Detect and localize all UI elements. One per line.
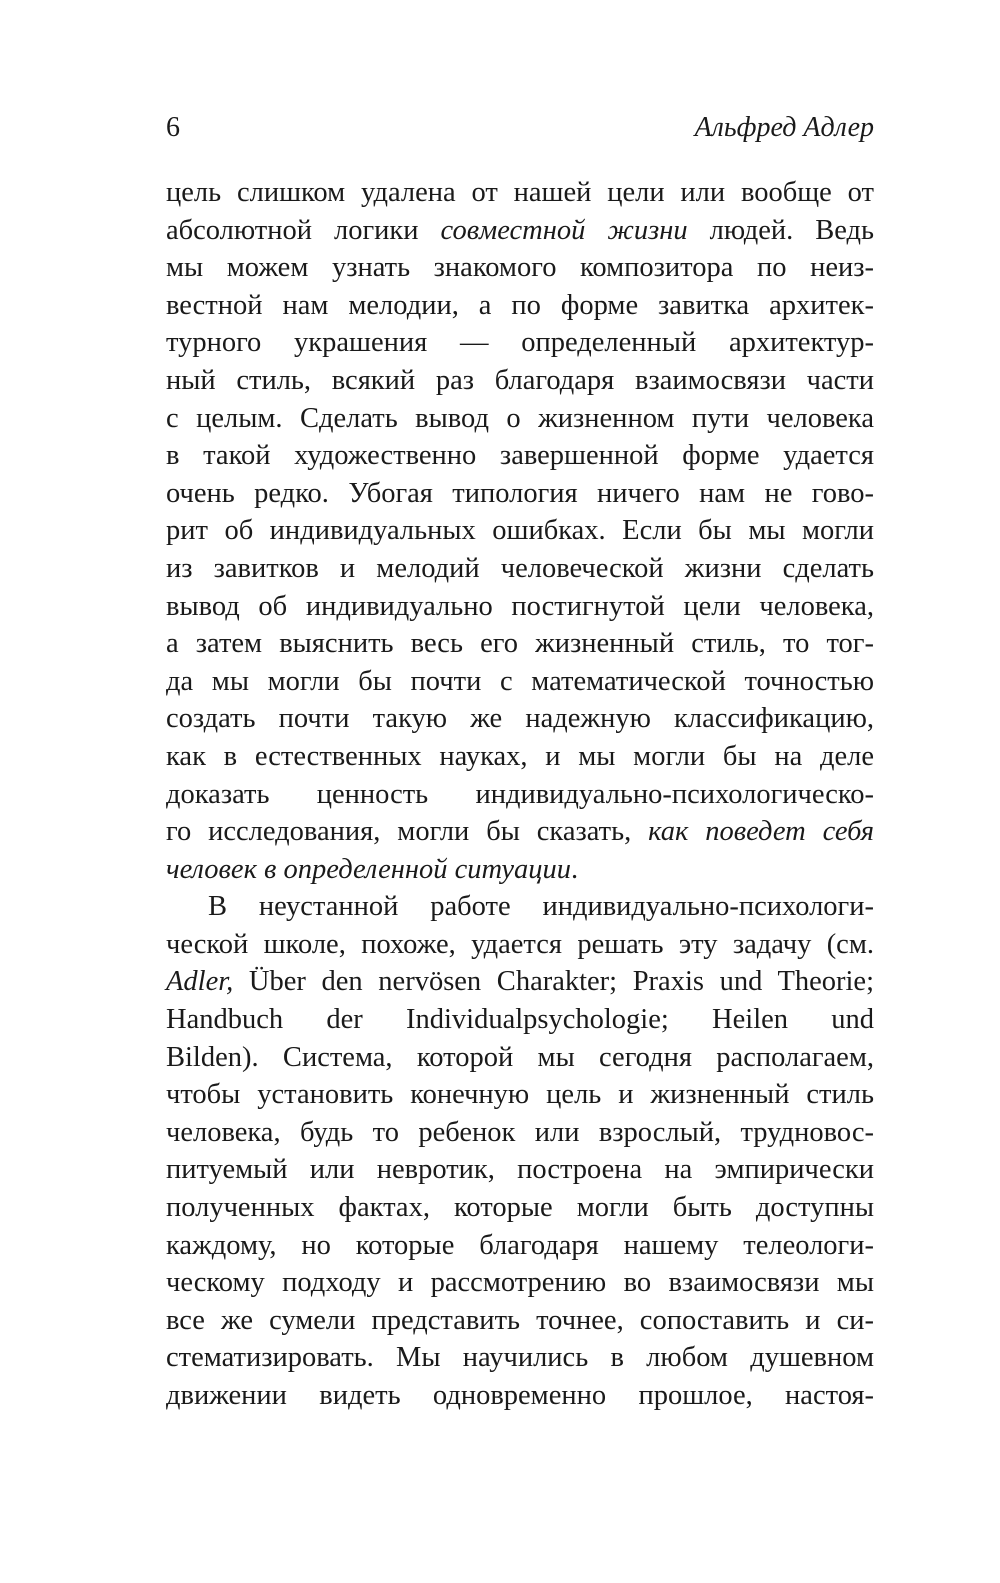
italic-phrase: совместной жизни xyxy=(440,214,688,246)
text-line: го исследования, могли бы сказать, как поведет себя xyxy=(166,816,875,848)
page-number: 6 xyxy=(166,112,180,143)
body-text xyxy=(166,174,874,1415)
text-line: да мы могли бы почти с математической точностью xyxy=(166,665,874,697)
text-line: доказать ценность индивидуально-психологическо- xyxy=(166,778,874,810)
text-line: Bilden). Система, которой мы сегодня располагаем, xyxy=(166,1041,874,1073)
text-line: создать почти такую же надежную классификацию, xyxy=(166,703,874,735)
text-line: с целым. Сделать вывод о жизненном пути человека xyxy=(166,402,874,434)
italic-phrase: человек в определенной ситуации xyxy=(166,853,572,885)
text-line: вывод об индивидуально постигнутой цели человека, xyxy=(166,590,874,622)
text-line: движении видеть одновременно прошлое, настоя- xyxy=(166,1380,874,1411)
text-line: человека, будь то ребенок или взрослый, трудновос- xyxy=(166,1116,874,1148)
text-line: полученных фактах, которые могли быть доступны xyxy=(166,1192,874,1224)
text-line: ческой школе, похоже, удается решать эту задачу (см. xyxy=(166,928,874,960)
text-line: каждому, но которые благодаря нашему телеологи- xyxy=(166,1229,874,1261)
text-line: В неустанной работе индивидуально-психологи- xyxy=(208,891,874,923)
text-line: мы можем узнать знакомого композитора по неиз- xyxy=(166,252,874,284)
text-line: рит об индивидуальных ошибках. Если бы мы могли xyxy=(166,515,874,547)
text-line: в такой художественно завершенной форме удается xyxy=(166,440,874,472)
page-header xyxy=(166,108,874,148)
text-line: а затем выяснить весь его жизненный стиль, то тог- xyxy=(166,628,874,660)
italic-author-name: Adler, xyxy=(166,966,234,998)
text-line: Handbuch der Individualpsychologie; Heilen und xyxy=(166,1004,874,1036)
text-line: человек в определенной ситуации. xyxy=(166,853,579,885)
text-line: очень редко. Убогая типология ничего нам не гово- xyxy=(166,477,874,509)
text-line: как в естественных науках, и мы могли бы на деле xyxy=(166,740,874,772)
text-line: ный стиль, всякий раз благодаря взаимосвязи части xyxy=(166,364,874,396)
text-line: абсолютной логики совместной жизни людей. Ведь xyxy=(166,214,874,246)
text-line: чтобы установить конечную цель и жизненный стиль xyxy=(166,1079,874,1111)
text-line: питуемый или невротик, построена на эмпирически xyxy=(166,1154,874,1186)
running-head-author: Альфред Адлер xyxy=(694,112,874,143)
text-line: из завитков и мелодий человеческой жизни сделать xyxy=(166,552,874,584)
text-line: цель слишком удалена от нашей цели или вообще от xyxy=(166,177,874,208)
text-line: все же сумели представить точнее, сопоставить и си- xyxy=(166,1304,874,1336)
text-line: стематизировать. Мы научились в любом душевном xyxy=(166,1342,874,1374)
text-line: Adler, Über den nervösen Charakter; Praxis und Theorie; xyxy=(166,966,874,998)
text-line: ческому подходу и рассмотрению во взаимосвязи мы xyxy=(166,1267,874,1299)
italic-phrase: как поведет себя xyxy=(648,816,875,848)
text-line: вестной нам мелодии, а по форме завитка архитек- xyxy=(166,289,874,321)
text-line: турного украшения — определенный архитектур- xyxy=(166,327,874,359)
